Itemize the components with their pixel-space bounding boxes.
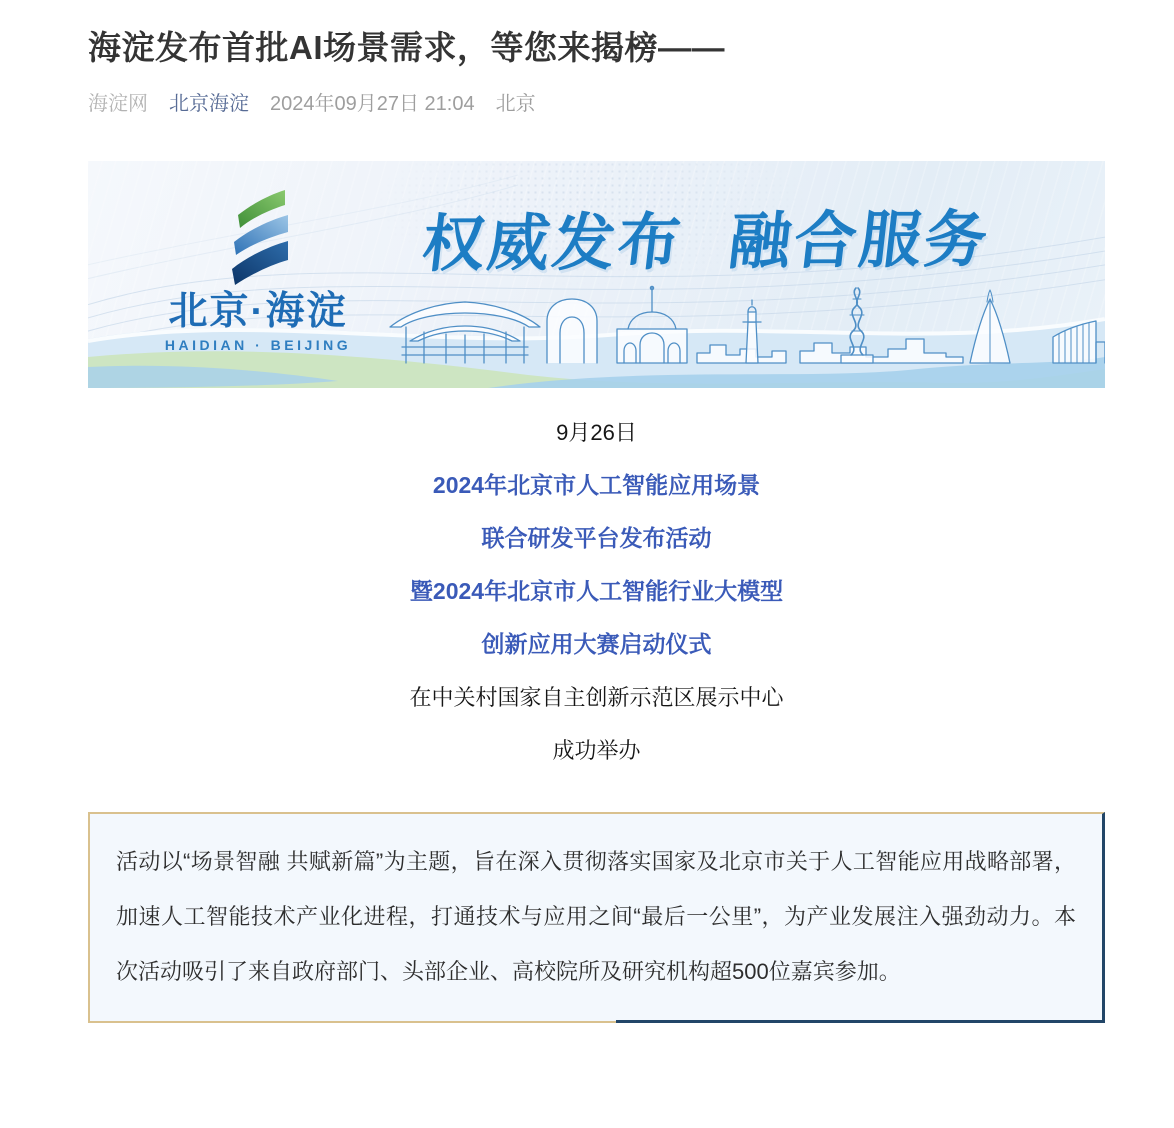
body-plain-line: 成功举办 bbox=[552, 738, 641, 763]
haidian-ribbon-icon bbox=[222, 185, 294, 287]
highlight-box bbox=[88, 812, 1105, 1023]
body-plain-line: 在中关村国家自主创新示范区展示中心 bbox=[409, 685, 784, 710]
article-body bbox=[88, 406, 1105, 777]
publish-datetime: 2024年09月27日 21:04 bbox=[270, 93, 475, 115]
highlight-line: 2024年北京市人工智能应用场景 bbox=[432, 472, 761, 498]
highlight-line: 暨2024年北京市人工智能行业大模型 bbox=[409, 578, 784, 604]
highlight-line: 联合研发平台发布活动 bbox=[481, 525, 712, 551]
logo-text-en: HAIDIAN · BEIJING bbox=[164, 337, 352, 353]
banner-slogan: 权威发布 融合服务 bbox=[418, 205, 994, 280]
publish-location: 北京 bbox=[495, 93, 536, 115]
article-title: 海淀发布首批AI场景需求，等您来揭榜—— bbox=[88, 29, 725, 66]
highlight-box-paragraph: 活动以“场景智融 共赋新篇”为主题，旨在深入贯彻落实国家及北京市关于人工智能应用战略部署，加速人工智能技术产业化进程，打通技术与应用之间“最后一公里”，为产业发展注入强劲动力。本次活动吸引了来自政府部门、头部企业、高校院所及研究机构超500位嘉宾参加。 bbox=[116, 849, 1076, 984]
haidian-logo bbox=[148, 161, 368, 353]
article-meta bbox=[88, 92, 1105, 116]
account-link[interactable]: 北京海淀 bbox=[169, 93, 249, 115]
logo-text-cn: 北京·海淀 bbox=[168, 290, 348, 333]
source-label: 海淀网 bbox=[88, 93, 148, 115]
body-date-line: 9月26日 bbox=[556, 420, 637, 445]
highlight-line: 创新应用大赛启动仪式 bbox=[481, 631, 712, 657]
banner-image[interactable] bbox=[88, 161, 1105, 388]
